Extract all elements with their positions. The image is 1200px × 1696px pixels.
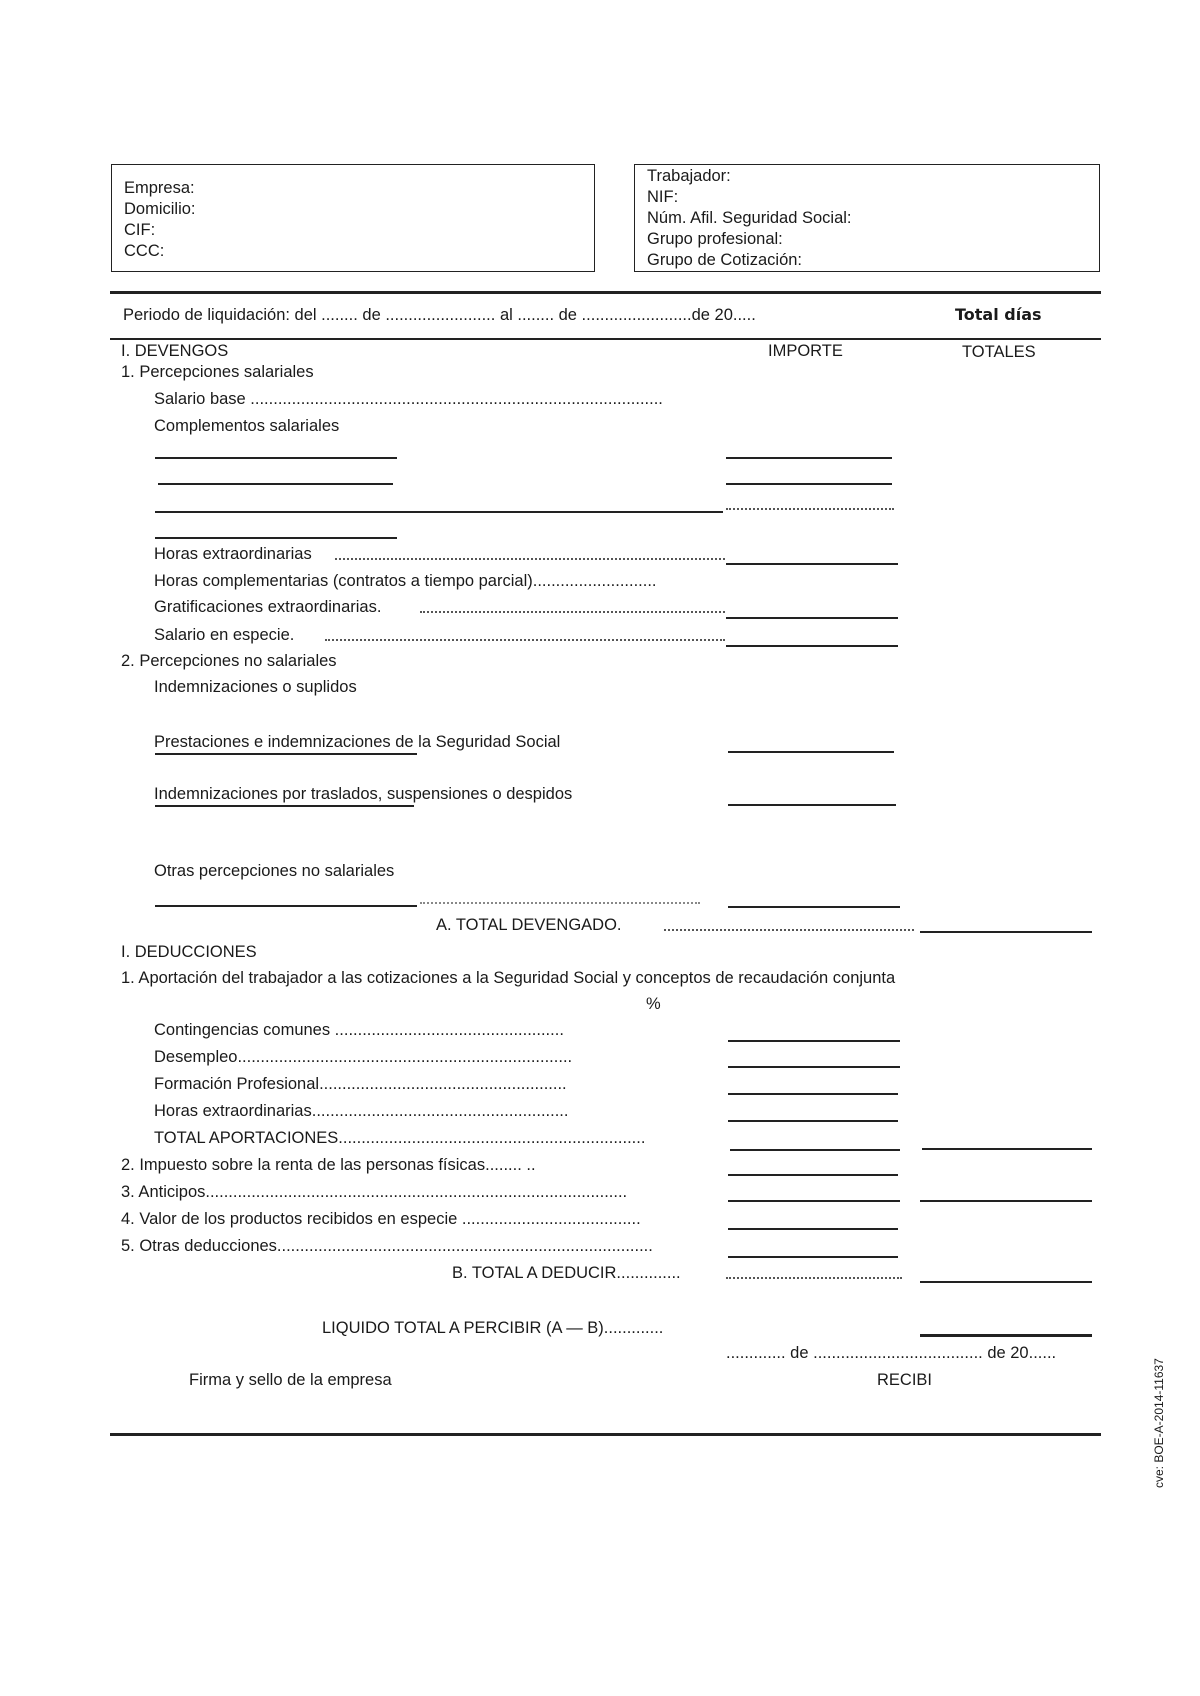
indemnizaciones-suplidos: Indemnizaciones o suplidos: [154, 678, 357, 696]
complemento-line: [158, 483, 393, 485]
totales-line: [920, 1281, 1092, 1283]
salario-especie-leader: [325, 639, 725, 641]
complemento-line: [155, 537, 397, 539]
percepciones-salariales: 1. Percepciones salariales: [121, 363, 314, 381]
importe-header: IMPORTE: [768, 342, 843, 360]
total-dias-label: Total días: [955, 305, 1042, 324]
top-rule: [110, 291, 1101, 294]
devengos-header: I. DEVENGOS: [121, 342, 229, 360]
horas-extraordinarias-deduccion: Horas extraordinarias........................................................: [154, 1102, 569, 1120]
complementos-salariales: Complementos salariales: [154, 417, 340, 435]
porcentaje-label: %: [646, 995, 661, 1013]
importe-line: [728, 751, 894, 753]
totales-line: [920, 931, 1092, 933]
importe-line: [728, 1200, 900, 1202]
totales-line: [922, 1148, 1092, 1150]
importe-line: [728, 1174, 898, 1176]
importe-line: [728, 1040, 900, 1042]
nif-label: NIF:: [647, 188, 679, 206]
trabajador-box: [634, 164, 1100, 272]
valor-productos-especie: 4. Valor de los productos recibidos en especie .......................................: [121, 1210, 641, 1228]
importe-dotted-line: [726, 508, 894, 510]
periodo-liquidacion: Periodo de liquidación: del ........ de ........................ al ........ de ........................de 20.....: [123, 306, 756, 324]
complemento-line: [155, 457, 397, 459]
importe-line: [726, 457, 892, 459]
importe-line: [728, 1093, 898, 1095]
salario-especie: Salario en especie.: [154, 626, 295, 644]
importe-line: [728, 1228, 898, 1230]
importe-line: [726, 645, 898, 647]
traslados-underline: [155, 805, 414, 807]
gratificaciones-extraordinarias: Gratificaciones extraordinarias.: [154, 598, 382, 616]
total-aportaciones: TOTAL APORTACIONES...................................................................: [154, 1129, 646, 1147]
aportacion-trabajador: 1. Aportación del trabajador a las cotizaciones a la Seguridad Social y conceptos de recaudación conjunta: [121, 969, 896, 987]
total-a-deducir: B. TOTAL A DEDUCIR..............: [452, 1264, 681, 1282]
formacion-profesional: Formación Profesional......................................................: [154, 1075, 567, 1093]
cif-label: CIF:: [124, 221, 156, 239]
prestaciones-seguridad-social: Prestaciones e indemnizaciones de la Seguridad Social: [154, 733, 561, 751]
otras-percepciones-leader: [420, 902, 700, 904]
domicilio-label: Domicilio:: [124, 200, 196, 218]
otras-percepciones: Otras percepciones no salariales: [154, 862, 395, 880]
indemnizaciones-traslados: Indemnizaciones por traslados, suspensiones o despidos: [154, 785, 573, 803]
empresa-label: Empresa:: [124, 179, 195, 197]
importe-line: [726, 483, 892, 485]
contingencias-comunes: Contingencias comunes ..................................................: [154, 1021, 564, 1039]
totales-line: [920, 1200, 1092, 1202]
recibi-label: RECIBI: [877, 1371, 933, 1389]
otras-deducciones: 5. Otras deducciones..................................................................................: [121, 1237, 653, 1255]
total-deducir-leader: [726, 1277, 902, 1279]
impuesto-renta: 2. Impuesto sobre la renta de las personas físicas........ ..: [121, 1156, 536, 1174]
deducciones-header: I. DEDUCCIONES: [121, 943, 257, 961]
firma-sello-empresa: Firma y sello de la empresa: [189, 1371, 392, 1389]
importe-line: [728, 1256, 898, 1258]
importe-line: [728, 804, 896, 806]
otras-percepciones-line: [155, 905, 417, 907]
complemento-line: [155, 511, 723, 513]
desempleo: Desempleo.........................................................................: [154, 1048, 573, 1066]
periodo-bottom-rule: [110, 338, 1101, 340]
bottom-rule: [110, 1433, 1101, 1436]
empresa-box: [111, 164, 595, 272]
importe-line: [728, 906, 900, 908]
trabajador-label: Trabajador:: [647, 167, 731, 185]
prestaciones-underline: [155, 753, 417, 755]
horas-extraordinarias: Horas extraordinarias: [154, 545, 312, 563]
horas-extra-leader: [335, 558, 725, 560]
importe-line: [730, 1149, 900, 1151]
total-devengado: A. TOTAL DEVENGADO.: [436, 916, 622, 934]
afiliacion-label: Núm. Afil. Seguridad Social:: [647, 209, 852, 227]
importe-line: [728, 1120, 898, 1122]
total-devengado-leader: [664, 929, 914, 931]
gratificaciones-leader: [420, 611, 725, 613]
grupo-profesional-label: Grupo profesional:: [647, 230, 783, 248]
horas-complementarias: Horas complementarias (contratos a tiempo parcial)...........................: [154, 572, 657, 590]
cve-identifier: cve: BOE-A-2014-11637: [1152, 1358, 1166, 1488]
grupo-cotizacion-label: Grupo de Cotización:: [647, 251, 803, 269]
totales-header: TOTALES: [962, 343, 1036, 361]
liquido-total: LIQUIDO TOTAL A PERCIBIR (A — B).............: [322, 1319, 664, 1337]
importe-line: [728, 1066, 900, 1068]
percepciones-no-salariales: 2. Percepciones no salariales: [121, 652, 337, 670]
ccc-label: CCC:: [124, 242, 165, 260]
liquido-total-line: [920, 1334, 1092, 1337]
anticipos: 3. Anticipos............................................................................................: [121, 1183, 628, 1201]
importe-line: [726, 617, 898, 619]
importe-line: [726, 563, 898, 565]
salario-base: Salario base ..........................................................................................: [154, 390, 663, 408]
fecha-firma: ............. de ..................................... de 20......: [726, 1344, 1057, 1362]
